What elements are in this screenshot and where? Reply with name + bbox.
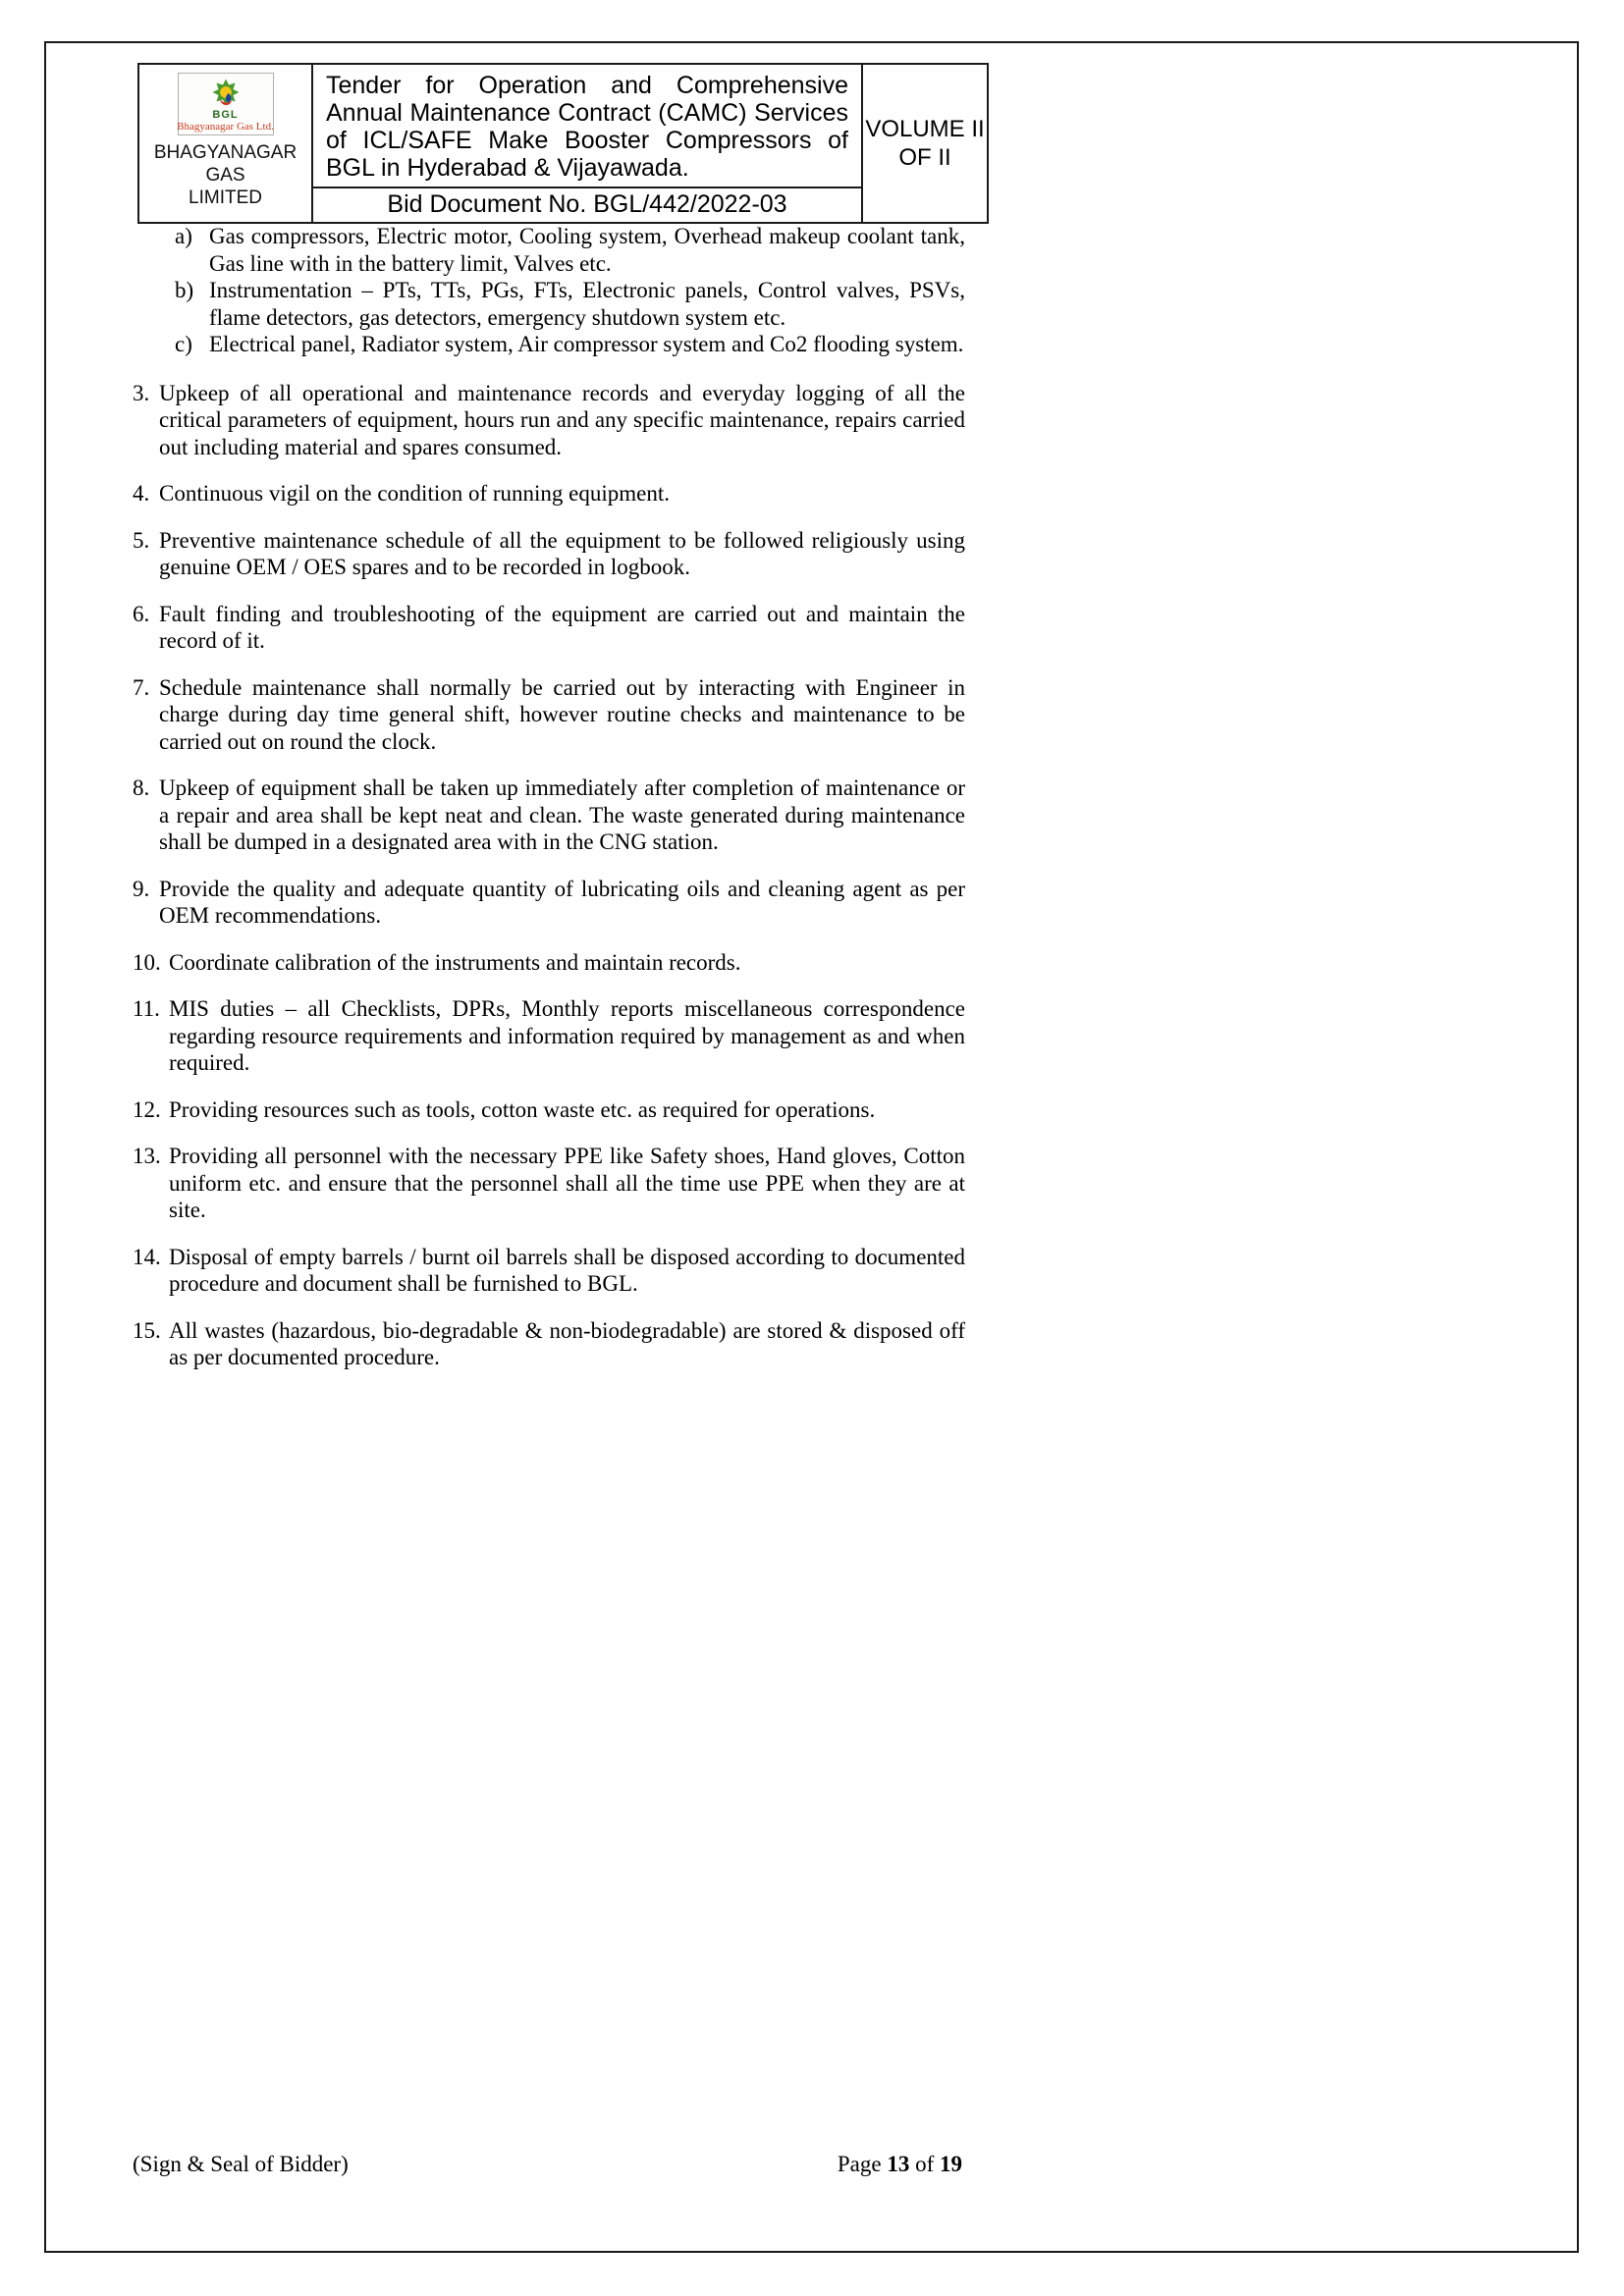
item-number: 14. bbox=[133, 1244, 161, 1269]
item-text: Upkeep of equipment shall be taken up immediately after completion of maintenance or a repair and area shall be kept neat and clean. The waste generated during maintenance shall be dumped in a designated area with in the CNG station. bbox=[159, 775, 965, 854]
header-table bbox=[137, 63, 989, 224]
logo-bgl-text: BGL bbox=[212, 109, 239, 121]
list-item-c bbox=[133, 331, 965, 358]
item-number: 7. bbox=[133, 674, 150, 700]
company-name bbox=[143, 141, 307, 209]
numbered-item-7 bbox=[133, 674, 965, 756]
item-text: Providing all personnel with the necessary PPE like Safety shoes, Hand gloves, Cotton uniform etc. and ensure that the personnel shall all the time use PPE when they are at site. bbox=[169, 1144, 965, 1222]
numbered-item-8 bbox=[133, 774, 965, 856]
item-text: Coordinate calibration of the instruments and maintain records. bbox=[169, 949, 741, 975]
numbered-item-9 bbox=[133, 876, 965, 930]
item-text: Disposal of empty barrels / burnt oil barrels shall be disposed according to documented procedure and document shall be furnished to BGL. bbox=[169, 1244, 965, 1296]
numbered-item-12 bbox=[133, 1096, 965, 1124]
item-number: 5. bbox=[133, 527, 150, 553]
numbered-item-13 bbox=[133, 1143, 965, 1224]
list-item-label: b) bbox=[175, 278, 194, 302]
logo-subtext: Bhagyanagar Gas Ltd. bbox=[177, 121, 274, 133]
item-number: 3. bbox=[133, 380, 150, 405]
numbered-item-11 bbox=[133, 995, 965, 1077]
item-number: 9. bbox=[133, 876, 150, 901]
numbered-item-14 bbox=[133, 1244, 965, 1298]
item-text: Preventive maintenance schedule of all the equipment to be followed religiously using genuine OEM / OES spares and to be recorded in logbook. bbox=[159, 527, 965, 579]
numbered-item-3 bbox=[133, 380, 965, 461]
page-label: Page bbox=[837, 2152, 882, 2176]
item-number: 12. bbox=[133, 1096, 161, 1122]
item-text: Upkeep of all operational and maintenance records and everyday logging of all the critical parameters of equipment, hours run and any specific maintenance, repairs carried out including material and spares consumed. bbox=[159, 380, 965, 459]
title-cell bbox=[311, 65, 861, 222]
page-footer bbox=[133, 2152, 962, 2177]
item-text: Schedule maintenance shall normally be carried out by interacting with Engineer in charge during day time general shift, however routine checks and maintenance to be carried out on round the clock. bbox=[159, 674, 965, 754]
list-item-text: Gas compressors, Electric motor, Cooling system, Overhead makeup coolant tank, Gas line with in the battery limit, Valves etc. bbox=[209, 224, 965, 276]
document-body bbox=[133, 223, 965, 1391]
list-item-label: c) bbox=[175, 332, 192, 356]
company-name-line2: LIMITED bbox=[189, 187, 262, 208]
item-number: 8. bbox=[133, 775, 150, 800]
item-number: 11. bbox=[133, 996, 160, 1021]
company-logo bbox=[178, 73, 274, 135]
list-item-text: Instrumentation – PTs, TTs, PGs, FTs, Electronic panels, Control valves, PSVs, flame detectors, gas detectors, emergency shutdown system etc. bbox=[209, 278, 965, 330]
item-number: 6. bbox=[133, 601, 150, 626]
item-number: 15. bbox=[133, 1317, 161, 1343]
item-text: Fault finding and troubleshooting of the equipment are carried out and maintain the record of it. bbox=[159, 601, 965, 653]
page-of-label: of bbox=[915, 2152, 935, 2176]
list-item-b bbox=[133, 277, 965, 331]
volume-cell bbox=[861, 65, 987, 222]
item-number: 13. bbox=[133, 1144, 161, 1168]
numbered-item-10 bbox=[133, 949, 965, 977]
item-text: All wastes (hazardous, bio-degradable & non-biodegradable) are stored & disposed off as per documented procedure. bbox=[169, 1317, 965, 1369]
numbered-item-15 bbox=[133, 1317, 965, 1371]
volume-line1: VOLUME II bbox=[865, 116, 985, 142]
tender-title: Tender for Operation and Comprehensive Annual Maintenance Contract (CAMC) Services of ICL/SAFE Make Booster Compressors of BGL in Hyderabad & Vijayawada. bbox=[326, 72, 848, 182]
numbered-item-4 bbox=[133, 480, 965, 507]
lettered-sublist bbox=[133, 223, 965, 358]
company-name-line1: BHAGYANAGAR GAS bbox=[153, 142, 298, 186]
list-item-a bbox=[133, 223, 965, 277]
numbered-item-5 bbox=[133, 527, 965, 581]
page-total: 19 bbox=[940, 2152, 962, 2176]
bid-document-number: Bid Document No. BGL/442/2022-03 bbox=[313, 187, 861, 222]
volume-line2: OF II bbox=[898, 144, 951, 171]
bgl-sunburst-logo-icon bbox=[196, 75, 255, 110]
logo-cell bbox=[139, 65, 311, 222]
item-text: MIS duties – all Checklists, DPRs, Monthly reports miscellaneous correspondence regarding resource requirements and information required by management as and when required. bbox=[169, 996, 965, 1075]
page-number: 13 bbox=[887, 2152, 910, 2176]
item-text: Continuous vigil on the condition of running equipment. bbox=[159, 481, 671, 506]
list-item-label: a) bbox=[175, 224, 192, 248]
page-indicator bbox=[838, 2152, 962, 2177]
item-number: 4. bbox=[133, 481, 150, 506]
sign-seal-note: (Sign & Seal of Bidder) bbox=[133, 2152, 349, 2176]
item-number: 10. bbox=[133, 949, 161, 975]
item-text: Provide the quality and adequate quantity of lubricating oils and cleaning agent as per OEM recommendations. bbox=[159, 876, 965, 928]
list-item-text: Electrical panel, Radiator system, Air compressor system and Co2 flooding system. bbox=[209, 332, 964, 356]
item-text: Providing resources such as tools, cotton waste etc. as required for operations. bbox=[169, 1096, 876, 1122]
numbered-item-6 bbox=[133, 601, 965, 655]
